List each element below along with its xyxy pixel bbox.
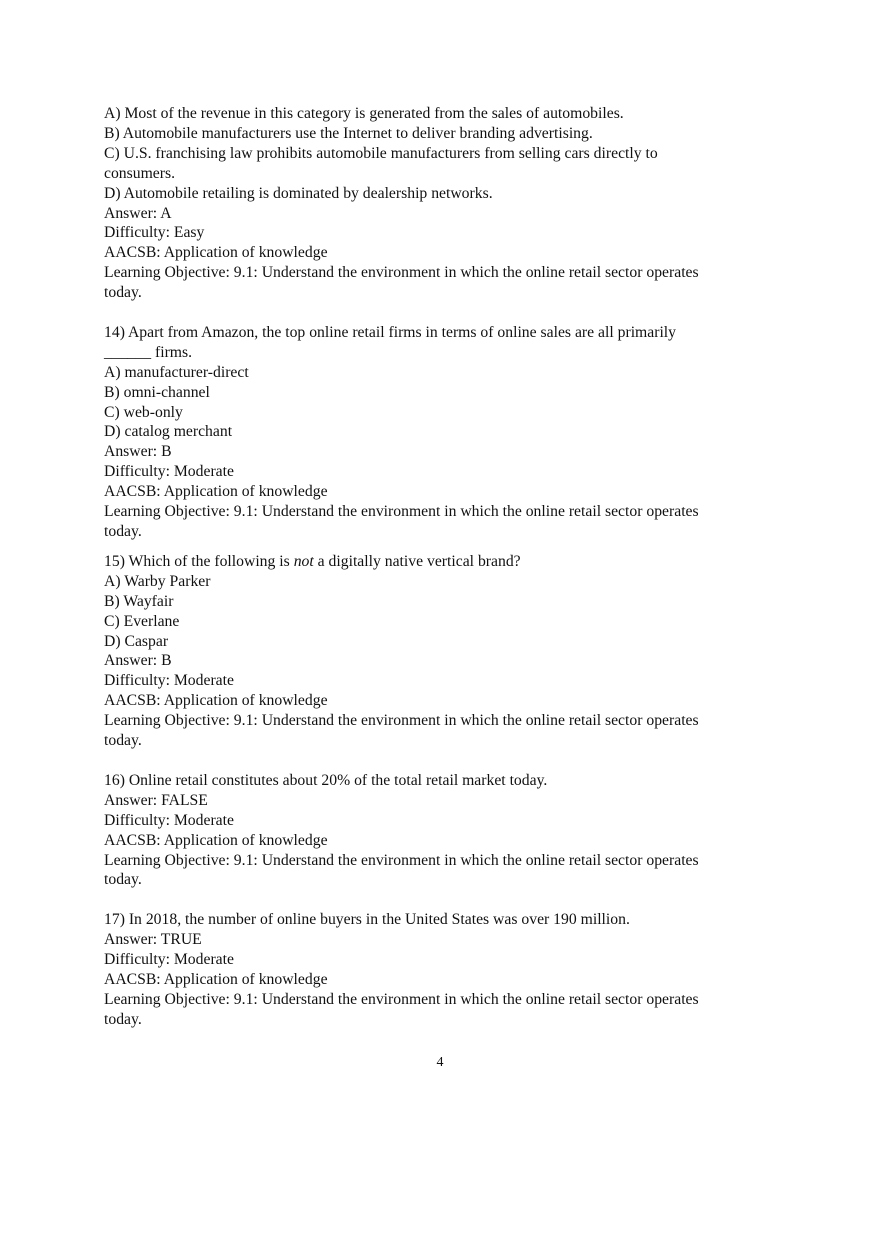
q14-option-b: B) omni-channel: [104, 383, 210, 401]
q17-objective-line2: today.: [104, 1010, 142, 1028]
q14-objective-line2: today.: [104, 523, 142, 541]
spacer: [104, 542, 776, 552]
q15-objective-line2: today.: [104, 732, 142, 750]
q15-answer: Answer: B: [104, 652, 172, 670]
q17-answer: Answer: TRUE: [104, 931, 202, 949]
q14-question-line2: ______ firms.: [104, 343, 193, 361]
q13-option-d: D) Automobile retailing is dominated by dealership networks.: [104, 184, 493, 202]
q14-answer: Answer: B: [104, 443, 172, 461]
q15-aacsb: AACSB: Application of knowledge: [104, 692, 328, 710]
q15-option-d: D) Caspar: [104, 632, 169, 650]
q17-question: 17) In 2018, the number of online buyers in the United States was over 190 million.: [104, 911, 630, 929]
q14-option-d: D) catalog merchant: [104, 423, 233, 441]
q13-aacsb: AACSB: Application of knowledge: [104, 244, 328, 262]
q17-objective-line1: Learning Objective: 9.1: Understand the environment in which the online retail sector operates: [104, 990, 699, 1008]
q15-option-c: C) Everlane: [104, 612, 180, 630]
question-15-block: [104, 552, 776, 751]
q13-option-a: A) Most of the revenue in this category is generated from the sales of automobiles.: [104, 105, 624, 122]
q16-difficulty: Difficulty: Moderate: [104, 811, 234, 829]
q13-objective-line2: today.: [104, 284, 142, 302]
q15-question-emphasis: not: [293, 552, 314, 570]
q14-objective-line1: Learning Objective: 9.1: Understand the environment in which the online retail sector operates: [104, 503, 699, 521]
q15-option-a: A) Warby Parker: [104, 572, 211, 590]
q14-option-c: C) web-only: [104, 403, 183, 421]
question-17-block: [104, 910, 776, 1029]
q14-option-a: A) manufacturer-direct: [104, 363, 249, 381]
question-16-block: [104, 771, 776, 890]
q13-option-c-line1: C) U.S. franchising law prohibits automobile manufacturers from selling cars directly to: [104, 144, 658, 162]
q16-aacsb: AACSB: Application of knowledge: [104, 831, 328, 849]
q16-objective-line2: today.: [104, 871, 142, 889]
q17-difficulty: Difficulty: Moderate: [104, 951, 234, 969]
q15-question-post: a digitally native vertical brand?: [313, 552, 521, 570]
q16-question: 16) Online retail constitutes about 20% of the total retail market today.: [104, 771, 548, 789]
q15-question: [104, 552, 776, 572]
q15-option-b: B) Wayfair: [104, 592, 174, 610]
page-number: 4: [436, 1055, 444, 1070]
page-content: [104, 104, 776, 1030]
q14-question-line1: 14) Apart from Amazon, the top online retail firms in terms of online sales are all primarily: [104, 323, 677, 341]
question-14-block: [104, 323, 776, 542]
q14-aacsb: AACSB: Application of knowledge: [104, 483, 328, 501]
q13-option-c-line2: consumers.: [104, 164, 176, 182]
q15-question-pre: 15) Which of the following is: [104, 552, 294, 570]
q16-answer: Answer: FALSE: [104, 791, 208, 809]
q16-objective-line1: Learning Objective: 9.1: Understand the environment in which the online retail sector operates: [104, 851, 699, 869]
q15-difficulty: Difficulty: Moderate: [104, 672, 234, 690]
q13-difficulty: Difficulty: Easy: [104, 224, 205, 242]
spacer: [104, 890, 776, 910]
q17-aacsb: AACSB: Application of knowledge: [104, 970, 328, 988]
question-13-block: [104, 104, 776, 303]
spacer: [104, 751, 776, 771]
q13-objective-line1: Learning Objective: 9.1: Understand the environment in which the online retail sector operates: [104, 264, 699, 282]
q13-option-b: B) Automobile manufacturers use the Internet to deliver branding advertising.: [104, 124, 593, 142]
spacer: [104, 303, 776, 323]
q13-answer: Answer: A: [104, 204, 172, 222]
q14-difficulty: Difficulty: Moderate: [104, 463, 234, 481]
q15-objective-line1: Learning Objective: 9.1: Understand the environment in which the online retail sector operates: [104, 712, 699, 730]
